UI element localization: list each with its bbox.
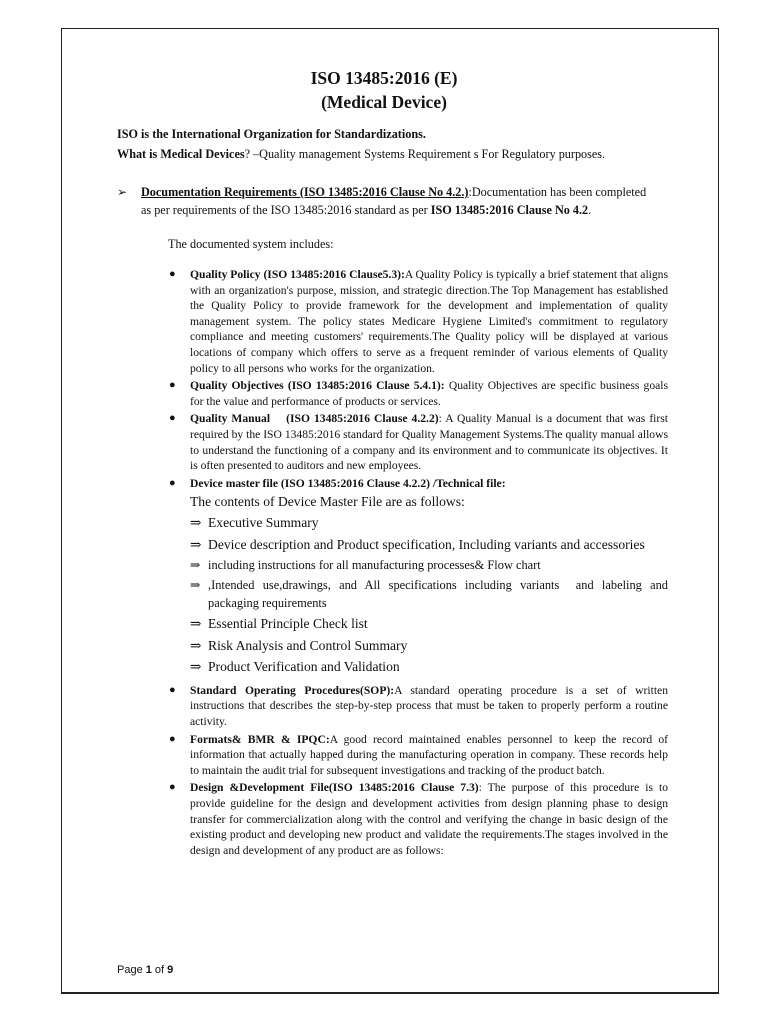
- item-label: Quality Policy (ISO 13485:2016 Clause5.3):: [190, 268, 405, 281]
- bullet-icon: ●: [169, 379, 176, 392]
- documented-system-list: [169, 267, 672, 860]
- arrow-bullet-icon: ➢: [117, 185, 128, 199]
- bullet-icon: ●: [169, 268, 176, 280]
- section-text: :Documentation has been completed as per requirements of the ISO 13485:2016 standard as per: [141, 185, 647, 217]
- bullet-icon: ●: [169, 476, 176, 489]
- dmf-item-text: Executive Summary: [208, 515, 319, 531]
- dmf-item-text: including instructions for all manufacturing processes& Flow chart: [208, 558, 541, 573]
- item-text: : The purpose of this procedure is to provide guideline for the design and development activities from design planning phase to design transfer for commercialization along with the control and verifying the change in basic design of the existing product and developing new product and validate the requirements.The stages involved in the design and development of any product are as follows:: [190, 781, 668, 857]
- documented-system-label: The documented system includes:: [168, 237, 334, 251]
- dmf-item: [190, 636, 668, 656]
- intro-medical-devices: [117, 147, 605, 162]
- page-number-footer: [117, 964, 173, 976]
- item-text: A Quality Policy is typically a brief statement that aligns with an organization's purpose, mission, and strategic direction.The Top Management has established the Quality Policy to provide framework for the development and implementation of quality management system. The policy states Medicare Hygiene Limited's commitment to regulatory compliance and meeting customers' requirements.The Quality policy will be displayed at various locations of company which offers to serve as a frequent reminder of various elements of Quality policy to all persons who works for the organization.: [190, 268, 668, 375]
- dmf-item-text: ,Intended use,drawings, and All specifications including variants and labeling and packaging requirements: [208, 578, 672, 611]
- dmf-item-text: Device description and Product specification, Including variants and accessories: [208, 536, 645, 552]
- item-label: Standard Operating Procedures(SOP):: [190, 683, 395, 697]
- item-label: Formats& BMR & IPQC:: [190, 732, 330, 746]
- item-text: : A Quality Manual is a document that was first required by the ISO 13485:2016 standard for Quality Management Systems.The quality manual allows to understand the functioning of a company and its environment and to communicate its objectives. It is often presented to auditors and new employees.: [190, 412, 668, 473]
- item-text: A good record maintained enables personnel to keep the record of information that actually happed during the manufacturing operation in company. These records help to maintain the audit trial for subsequent investigations and tracking of the product batch.: [190, 732, 668, 777]
- document-subtitle: (Medical Device): [321, 92, 447, 112]
- footer-page-word: Page: [117, 964, 146, 976]
- dmf-item-text: Essential Principle Check list: [208, 616, 368, 632]
- section-bold-ref: ISO 13485:2016 Clause No 4.2: [430, 203, 589, 217]
- current-page: 1: [145, 964, 152, 976]
- bullet-icon: ●: [169, 732, 176, 745]
- dmf-item: [190, 513, 668, 533]
- dmf-contents-intro: The contents of Device Master File are as follows:: [190, 494, 465, 510]
- dmf-item-text: Product Verification and Validation: [208, 659, 400, 675]
- item-label: Device master file (ISO 13485:2016 Clause 4.2.2) /Technical file:: [190, 476, 506, 490]
- implies-arrow-icon: ⇒: [190, 578, 201, 593]
- footer-of-word: of: [151, 964, 168, 976]
- list-item-sop: [169, 683, 668, 730]
- bullet-icon: ●: [169, 781, 176, 794]
- implies-arrow-icon: ⇒: [190, 659, 202, 675]
- item-label: Quality Objectives (ISO 13485:2016 Clause 5.4.1):: [190, 379, 445, 393]
- item-label: Design &Development File(ISO 13485:2016 Clause 7.3): [190, 781, 479, 795]
- documentation-section-body: [141, 183, 657, 219]
- intro-question-rest: ? –Quality management Systems Requirement s For Regulatory purposes.: [244, 147, 606, 161]
- dmf-item: [190, 657, 668, 677]
- list-item-quality-policy: [169, 267, 668, 376]
- dmf-item: [190, 614, 668, 634]
- implies-arrow-icon: ⇒: [190, 637, 202, 653]
- item-text: A standard operating procedure is a set of written instructions that describes the step-by-step process that must be taken to properly perform a routine activity.: [190, 683, 668, 728]
- list-item-quality-manual: [169, 411, 668, 473]
- documentation-section: [117, 183, 657, 219]
- dmf-item: [190, 535, 668, 555]
- implies-arrow-icon: ⇒: [190, 558, 201, 573]
- total-pages: 9: [167, 964, 174, 976]
- dmf-item: [190, 576, 672, 612]
- list-item-design-development: [169, 780, 668, 858]
- bullet-icon: ●: [169, 683, 176, 696]
- section-heading: Documentation Requirements (ISO 13485:2016 Clause No 4.2.): [141, 185, 469, 199]
- list-item-quality-objectives: [169, 378, 668, 409]
- bullet-icon: ●: [169, 412, 176, 425]
- dmf-item: [190, 556, 668, 574]
- item-label: Quality Manual (ISO 13485:2016 Clause 4.2.2): [190, 412, 439, 426]
- intro-iso-definition: ISO is the International Organization for Standardizations.: [117, 127, 426, 141]
- list-item-formats-bmr-ipqc: [169, 732, 668, 779]
- implies-arrow-icon: ⇒: [190, 616, 202, 632]
- document-title: ISO 13485:2016 (E): [310, 68, 458, 88]
- section-text-end: .: [588, 203, 592, 217]
- implies-arrow-icon: ⇒: [190, 515, 202, 531]
- intro-question-label: What is Medical Devices: [117, 147, 245, 161]
- list-item-device-master-file: [169, 476, 672, 677]
- implies-arrow-icon: ⇒: [190, 536, 202, 552]
- item-text: Quality Objectives are specific business goals for the value and performance of products or services.: [190, 379, 668, 408]
- dmf-item-text: Risk Analysis and Control Summary: [208, 637, 408, 653]
